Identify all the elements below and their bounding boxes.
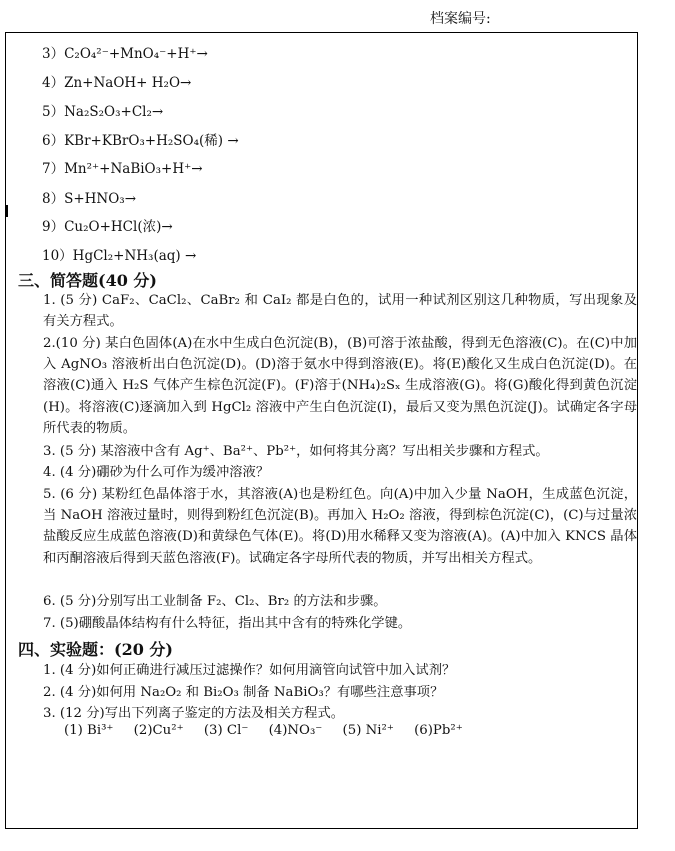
equation-4: 4）Zn+NaOH+ H₂O→ [42,75,192,91]
equation-5: 5）Na₂S₂O₃+Cl₂→ [42,104,164,120]
question-3-3: 3. (5 分) 某溶液中含有 Ag⁺、Ba²⁺、Pb²⁺，如何将其分离？写出相关步骤和方程式。 [43,444,549,459]
question-3-7: 7. (5)硼酸晶体结构有什么特征，指出其中含有的特殊化学键。 [43,616,412,631]
margin-tick [6,205,8,217]
section-title-experiment: 四、实验题：(20 分) [18,640,173,659]
ion-item: (3) Cl⁻ [203,723,249,738]
ion-item: (6)Pb²⁺ [414,723,463,738]
equation-8: 8）S+HNO₃→ [42,191,137,207]
question-4-3: 3. (12 分)写出下列离子鉴定的方法及相关方程式。 [43,706,345,721]
question-3-4: 4. (4 分)硼砂为什么可作为缓冲溶液？ [43,465,270,480]
section-title-short-answer: 三、简答题(40 分) [18,271,157,290]
question-3-6: 6. (5 分)分别写出工业制备 F₂、Cl₂、Br₂ 的方法和步骤。 [43,594,387,609]
equation-10: 10）HgCl₂+NH₃(aq) → [42,248,197,264]
equation-6: 6）KBr+KBrO₃+H₂SO₄(稀) → [42,133,239,149]
ion-item: (4)NO₃⁻ [268,723,323,738]
ion-item: (1) Bi³⁺ [64,723,114,738]
equation-7: 7）Mn²⁺+NaBiO₃+H⁺→ [42,161,203,177]
equation-3: 3）C₂O₄²⁻+MnO₄⁻+H⁺→ [42,46,208,62]
ion-list [64,723,479,738]
question-4-1: 1. (4 分)如何正确进行减压过滤操作？如何用滴管向试管中加入试剂？ [43,663,456,678]
question-4-2: 2. (4 分)如何用 Na₂O₂ 和 Bi₂O₃ 制备 NaBiO₃？有哪些注意事项？ [43,685,444,700]
equation-9: 9）Cu₂O+HCl(浓)→ [42,219,173,235]
archive-number-label: 档案编号: [430,11,491,27]
question-3-2: 2.(10 分) 某白色固体(A)在水中生成白色沉淀(B)，(B)可溶于浓盐酸，得到无色溶液(C)。在(C)中加入 AgNO₃ 溶液析出白色沉淀(D)。(D)溶于氨水中得到溶液(E)。将(E)酸化又生成白色沉淀(D)。在溶液(C)通入 H₂S 气体产生棕色沉淀(F)。(F)溶于(NH₄)₂Sₓ 生成溶液(G)。将(G)酸化得到黄色沉淀(H)。将溶液(C)逐滴加入到 HgCl₂ 溶液中产生白色沉淀(I)，最后又变为黑色沉淀(J)。试确定各字母所代表的物质。 [43,336,637,436]
ion-item: (5) Ni²⁺ [342,723,394,738]
question-3-1: 1. (5 分) CaF₂、CaCl₂、CaBr₂ 和 CaI₂ 都是白色的，试用一种试剂区别这几种物质，写出现象及有关方程式。 [43,293,637,330]
question-3-5: 5. (6 分) 某粉红色晶体溶于水，其溶液(A)也是粉红色。向(A)中加入少量 NaOH，生成蓝色沉淀，当 NaOH 溶液过量时，则得到粉红色沉淀(B)。再加入 H₂O₂ 溶液，得到棕色沉淀(C)，(C)与过量浓盐酸反应生成蓝色溶液(D)和黄绿色气体(E)。将(D)用水稀释又变为溶液(A)。(A)中加入 KNCS 晶体和丙酮溶液后得到天蓝色溶液(F)。试确定各字母所代表的物质，并写出相关方程式。 [43,487,637,566]
ion-item: (2)Cu²⁺ [133,723,184,738]
